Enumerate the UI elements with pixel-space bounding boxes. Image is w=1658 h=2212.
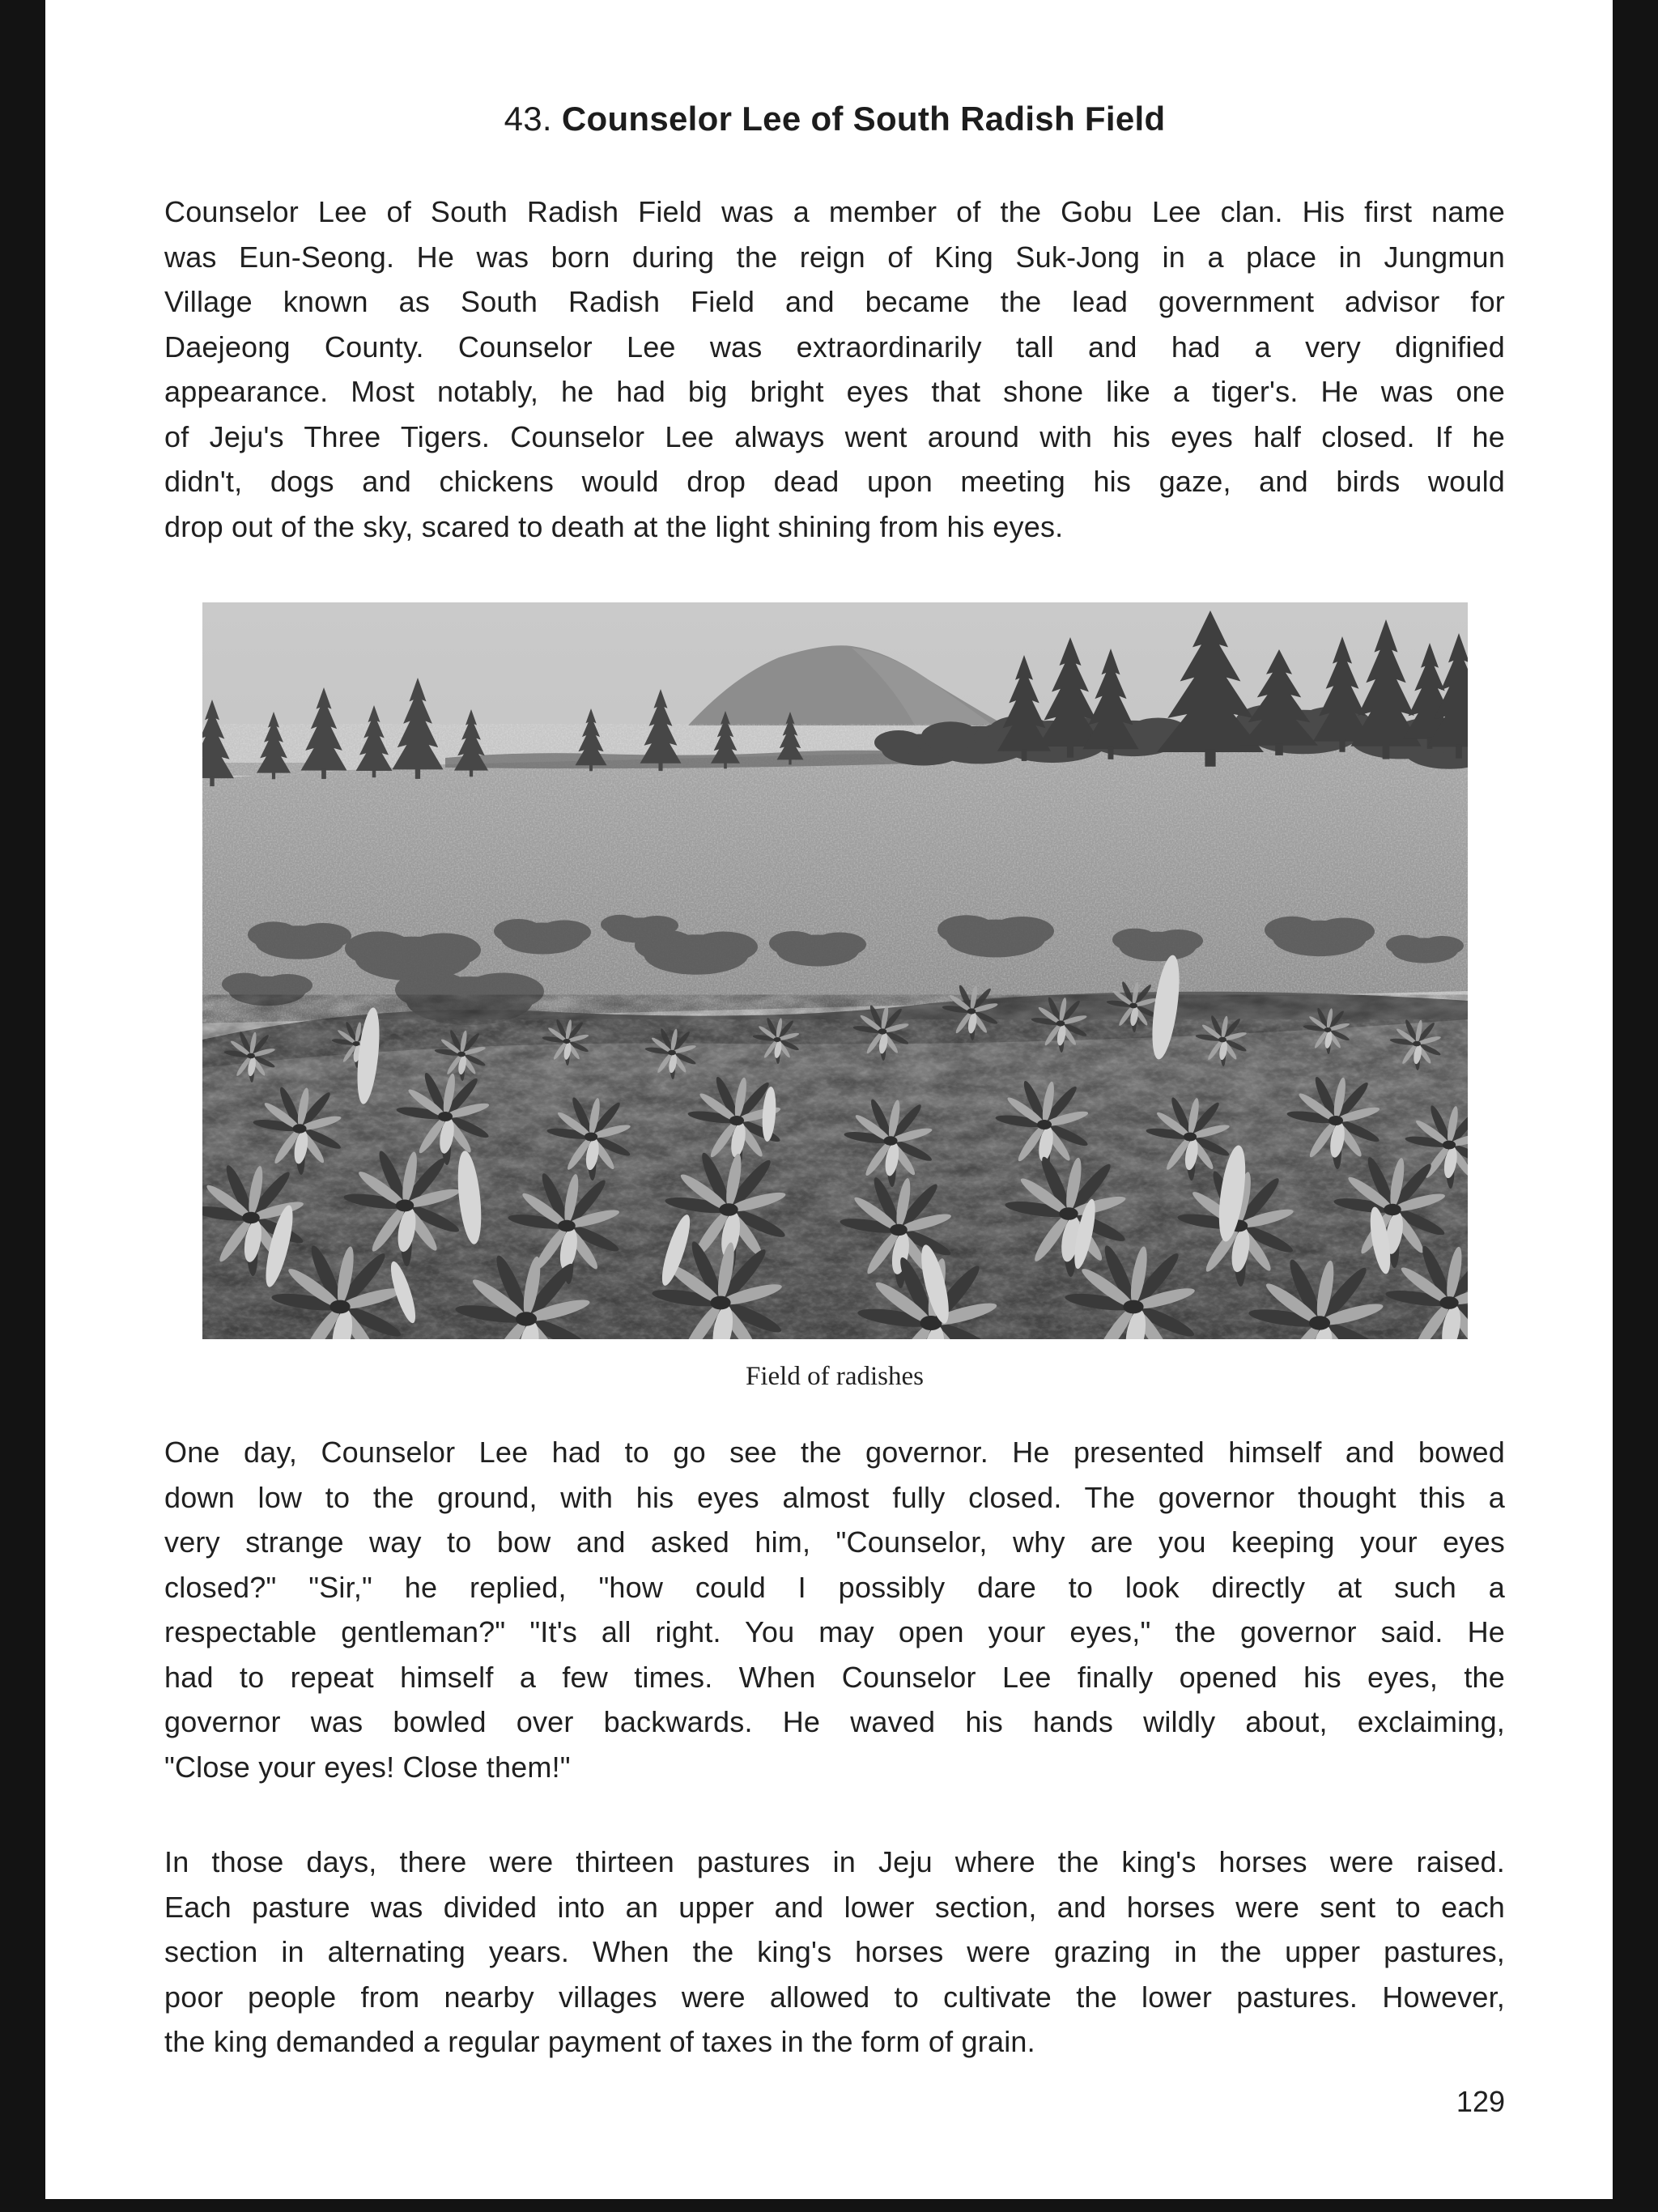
text-line: the king demanded a regular payment of taxes in the form of grain. [164, 2025, 1035, 2058]
radish-field-photo [202, 602, 1468, 1339]
text-line: respectable gentleman?" "It's all right. You may open your eyes," the governor said. He [164, 1615, 1505, 1648]
text-line: Each pasture was divided into an upper and lower section, and horses were sent to each [164, 1890, 1505, 1924]
text-line: down low to the ground, with his eyes almost fully closed. The governor thought this a [164, 1480, 1505, 1514]
text-line: very strange way to bow and asked him, "Counselor, why are you keeping your eyes [164, 1525, 1505, 1559]
text-line: was Eun-Seong. He was born during the reign of King Suk-Jong in a place in Jungmun [164, 240, 1505, 274]
text-line: In those days, there were thirteen pastures in Jeju where the king's horses were raised. [164, 1845, 1505, 1878]
text-line: had to repeat himself a few times. When Counselor Lee finally opened his eyes, the [164, 1660, 1505, 1694]
radish-field-illustration [202, 602, 1468, 1339]
text-line: appearance. Most notably, he had big bright eyes that shone like a tiger's. He was one [164, 375, 1505, 408]
chapter-title [164, 0, 1505, 139]
text-line: didn't, dogs and chickens would drop dead upon meeting his gaze, and birds would [164, 465, 1505, 498]
text-line: drop out of the sky, scared to death at the light shining from his eyes. [164, 509, 1064, 543]
paragraph-2 [164, 1430, 1505, 1789]
text-line: Counselor Lee of South Radish Field was a member of the Gobu Lee clan. His first name [164, 195, 1505, 228]
book-page [45, 0, 1613, 2199]
paragraph-3 [164, 1840, 1505, 2065]
page-content [45, 0, 1613, 2118]
text-line: of Jeju's Three Tigers. Counselor Lee always went around with his eyes half closed. If he [164, 419, 1505, 453]
chapter-name: Counselor Lee of South Radish Field [561, 100, 1166, 138]
text-line: Daejeong County. Counselor Lee was extraordinarily tall and had a very dignified [164, 330, 1505, 364]
page-number: 129 [1456, 2084, 1505, 2118]
text-line: "Close your eyes! Close them!" [164, 1750, 571, 1784]
text-line: Village known as South Radish Field and became the lead government advisor for [164, 285, 1505, 318]
text-line: closed?" "Sir," he replied, "how could I possibly dare to look directly at such a [164, 1570, 1505, 1604]
paragraph-1 [164, 189, 1505, 549]
text-line: section in alternating years. When the king's horses were grazing in the upper pastures, [164, 1935, 1505, 1968]
figure-radish-field [164, 602, 1505, 1393]
figure-caption: Field of radishes [746, 1362, 924, 1391]
text-line: governor was bowled over backwards. He waved his hands wildly about, exclaiming, [164, 1705, 1505, 1738]
chapter-number: 43. [504, 100, 552, 138]
text-line: poor people from nearby villages were allowed to cultivate the lower pastures. However, [164, 1980, 1505, 2014]
text-line: One day, Counselor Lee had to go see the governor. He presented himself and bowed [164, 1436, 1505, 1469]
